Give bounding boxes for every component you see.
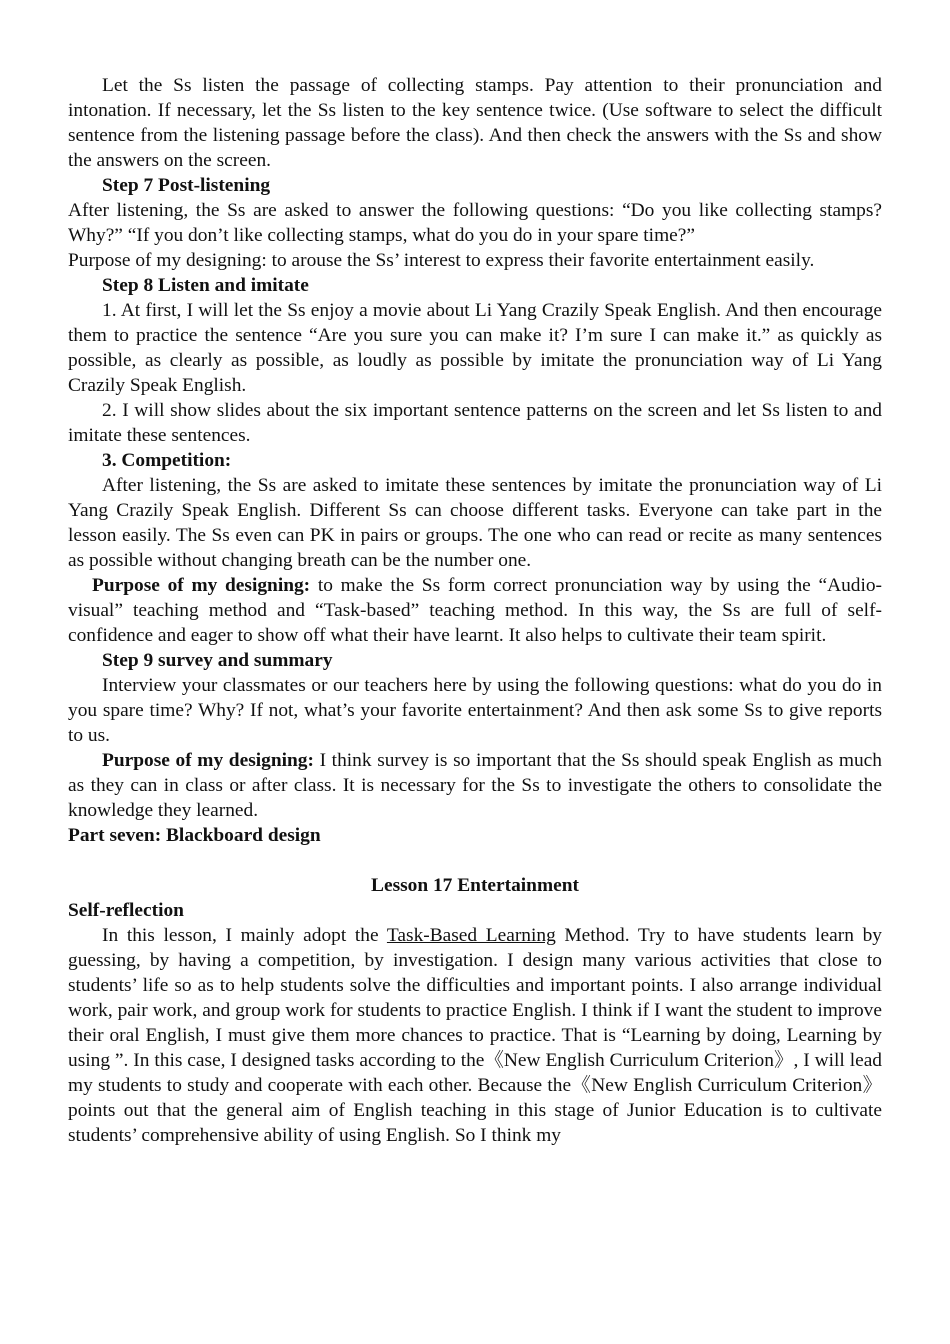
reflection-paragraph	[68, 923, 882, 1148]
competition-paragraph: After listening, the Ss are asked to imitate these sentences by imitate the pronunciation way of Li Yang Crazily Speak English. Different Ss can choose different tasks. Everyone can take part in the lesson easily. The Ss even can PK in pairs or groups. The one who can read or recite as many sentences as possible without changing breath can be the number one.	[68, 475, 882, 571]
step7-heading: Step 7 Post-listening	[102, 175, 271, 196]
step9-paragraph: Interview your classmates or our teachers here by using the following questions: what do you do in you spare time? Why? If not, what’s your favorite entertainment? And then ask some Ss to give reports to us.	[68, 675, 882, 746]
step9-purpose-text: I think survey is so important that the Ss should speak English as much as they can in class or after class. It is necessary for the Ss to investigate the others to consolidate the knowledge they learned.	[68, 750, 882, 821]
part7-heading: Part seven: Blackboard design	[68, 825, 321, 846]
reflection-text-start: In this lesson, I mainly adopt the	[102, 925, 387, 946]
document-page	[68, 73, 882, 1148]
reflection-text-rest: Method. Try to have students learn by guessing, by having a competition, by investigation. I design many various activities that close to students’ life so as to help students solve the difficulties and important points. I also arrange individual work, pair work, and group work for students to practice English. I think if I want the student to improve their oral English, I must give them more chances to practice. That is “Learning by doing, Learning by using ”. In this case, I designed tasks according to the《New English Curriculum Criterion》, I will lead my students to study and cooperate with each other. Because the《New English Curriculum Criterion》 points out that the general aim of English teaching in this stage of Junior Education is to cultivate students’ comprehensive ability of using English. So I think my	[68, 925, 882, 1146]
competition-purpose	[68, 573, 882, 648]
step8-item-1: 1. At first, I will let the Ss enjoy a movie about Li Yang Crazily Speak English. And then encourage them to practice the sentence “Are you sure you can make it? I’m sure I can make it.” as quickly as possible, as clearly as possible, as loudly as possible by imitate the pronunciation way of Li Yang Crazily Speak English.	[68, 300, 882, 396]
reflection-heading: Self-reflection	[68, 900, 184, 921]
step9-heading: Step 9 survey and summary	[102, 650, 333, 671]
step8-item-2: 2. I will show slides about the six important sentence patterns on the screen and let Ss listen to and imitate these sentences.	[68, 400, 882, 446]
purpose-label: Purpose of my designing:	[102, 750, 314, 771]
task-based-learning-term: Task-Based Learning	[386, 925, 556, 946]
competition-heading: 3. Competition:	[102, 450, 232, 471]
blank-line	[68, 848, 882, 873]
purpose-label: Purpose of my designing:	[92, 575, 311, 596]
lesson-title: Lesson 17 Entertainment	[371, 875, 579, 896]
listening-paragraph: Let the Ss listen the passage of collecting stamps. Pay attention to their pronunciation and intonation. If necessary, let the Ss listen to the key sentence twice. (Use software to select the difficult sentence from the listening passage before the class). And then check the answers with the Ss and show the answers on the screen.	[68, 75, 882, 171]
step9-purpose	[68, 748, 882, 823]
step7-paragraph: After listening, the Ss are asked to answer the following questions: “Do you like collecting stamps? Why?” “If you don’t like collecting stamps, what do you do in your spare time?”	[68, 200, 882, 246]
step7-purpose: Purpose of my designing: to arouse the Ss’ interest to express their favorite entertainment easily.	[68, 250, 815, 271]
step8-heading: Step 8 Listen and imitate	[102, 275, 309, 296]
competition-purpose-text: to make the Ss form correct pronunciation way by using the “Audio-visual” teaching method and “Task-based” teaching method. In this way, the Ss are full of self-confidence and eager to show off what their have learnt. It also helps to cultivate their team spirit.	[68, 575, 882, 646]
